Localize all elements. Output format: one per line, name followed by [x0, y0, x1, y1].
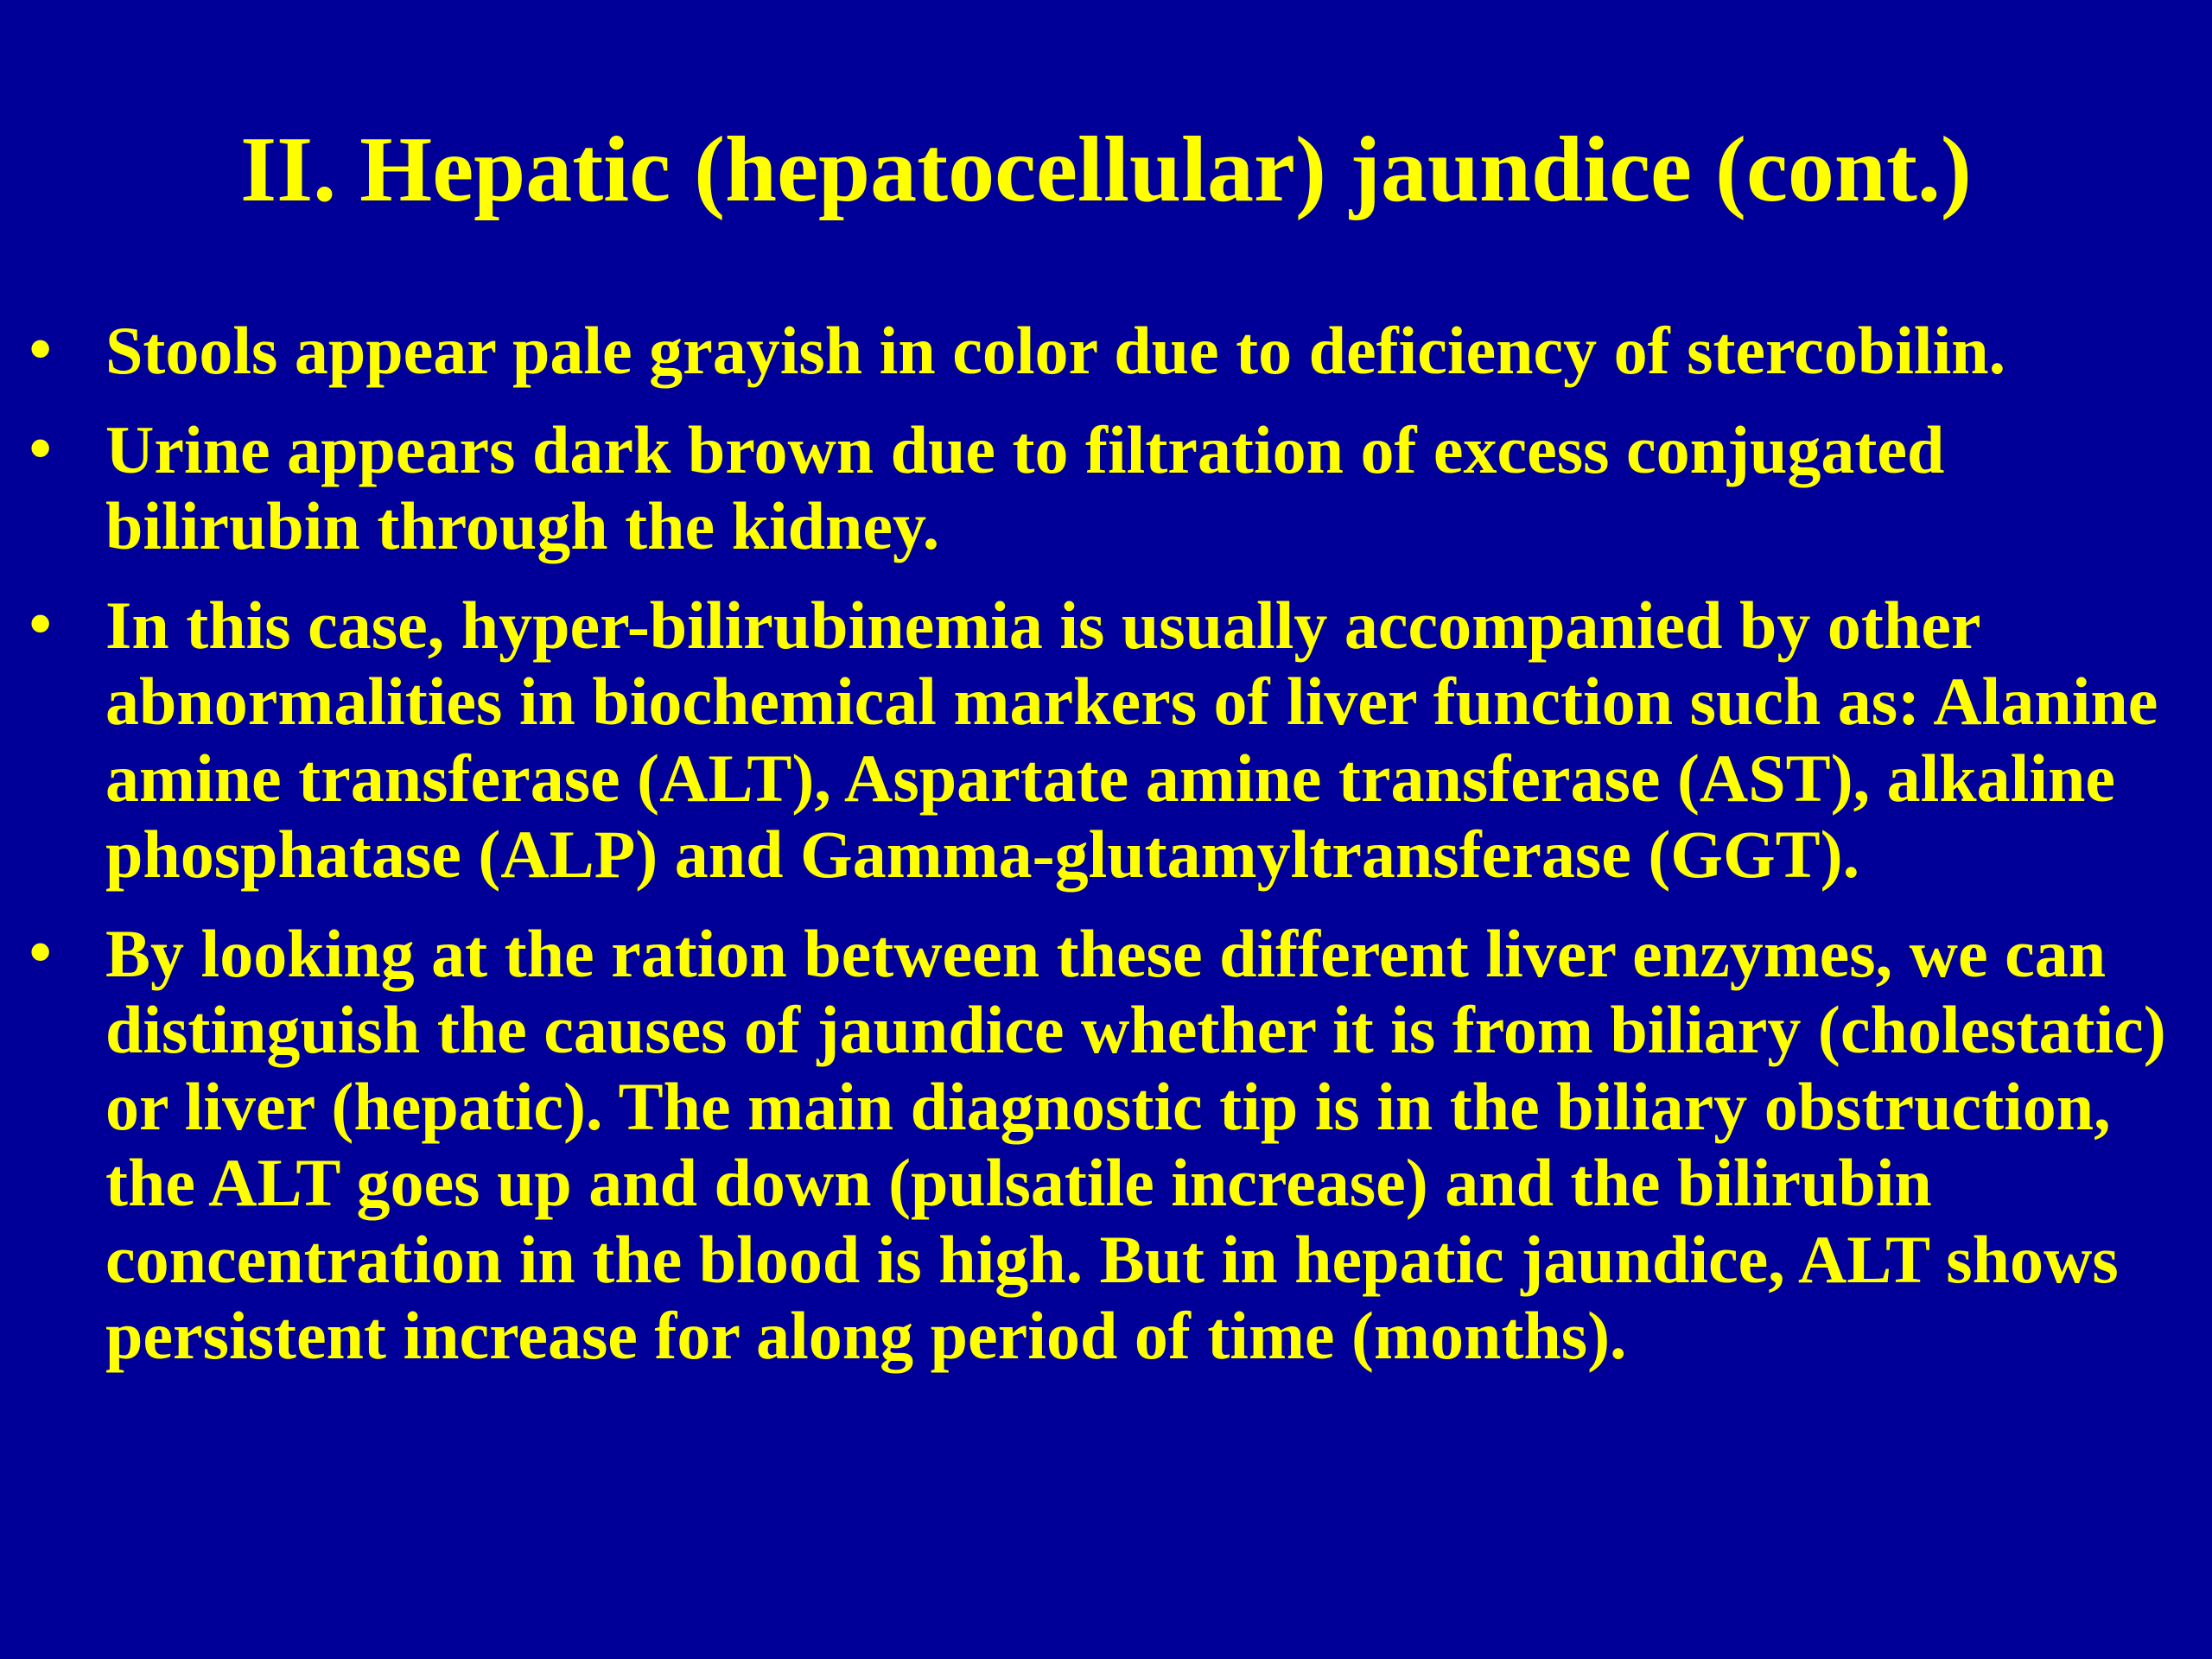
bullet-item-liver-markers — [0, 588, 2177, 893]
bullet-item-enzyme-ratio — [0, 916, 2177, 1375]
bullet-text: By looking at the ration between these different liver enzymes, we can distinguish the causes of jaundice whether it is from biliary (cholestatic) or liver (hepatic). The main diagnostic tip is in the biliary obstruction, the ALT goes up and down (pulsatile increase) and the bilirubin concentration in the blood is high. But in hepatic jaundice, ALT shows persistent increase for along period of time (months). — [105, 915, 2166, 1373]
bullet-icon: • — [22, 918, 59, 989]
bullet-list — [0, 313, 2177, 1397]
bullet-icon: • — [22, 315, 59, 386]
bullet-text: In this case, hyper-bilirubinemia is usually accompanied by other abnormalities in biochemical markers of liver function such as: Alanine amine transferase (ALT), Aspartate amine transferase (AST), alkaline phosphatase (ALP) and Gamma-glutamyltransferase (GGT). — [105, 587, 2158, 892]
slide-title: II. Hepatic (hepatocellular) jaundice (cont.) — [240, 118, 1972, 221]
bullet-item-urine — [0, 412, 2177, 565]
bullet-text: Stools appear pale grayish in color due to deficiency of stercobilin. — [105, 313, 2006, 388]
bullet-text: Urine appears dark brown due to filtration of excess conjugated bilirubin through the kidney. — [105, 411, 1945, 563]
bullet-item-stools — [0, 313, 2177, 390]
bullet-icon: • — [22, 414, 59, 486]
bullet-icon: • — [22, 589, 59, 661]
